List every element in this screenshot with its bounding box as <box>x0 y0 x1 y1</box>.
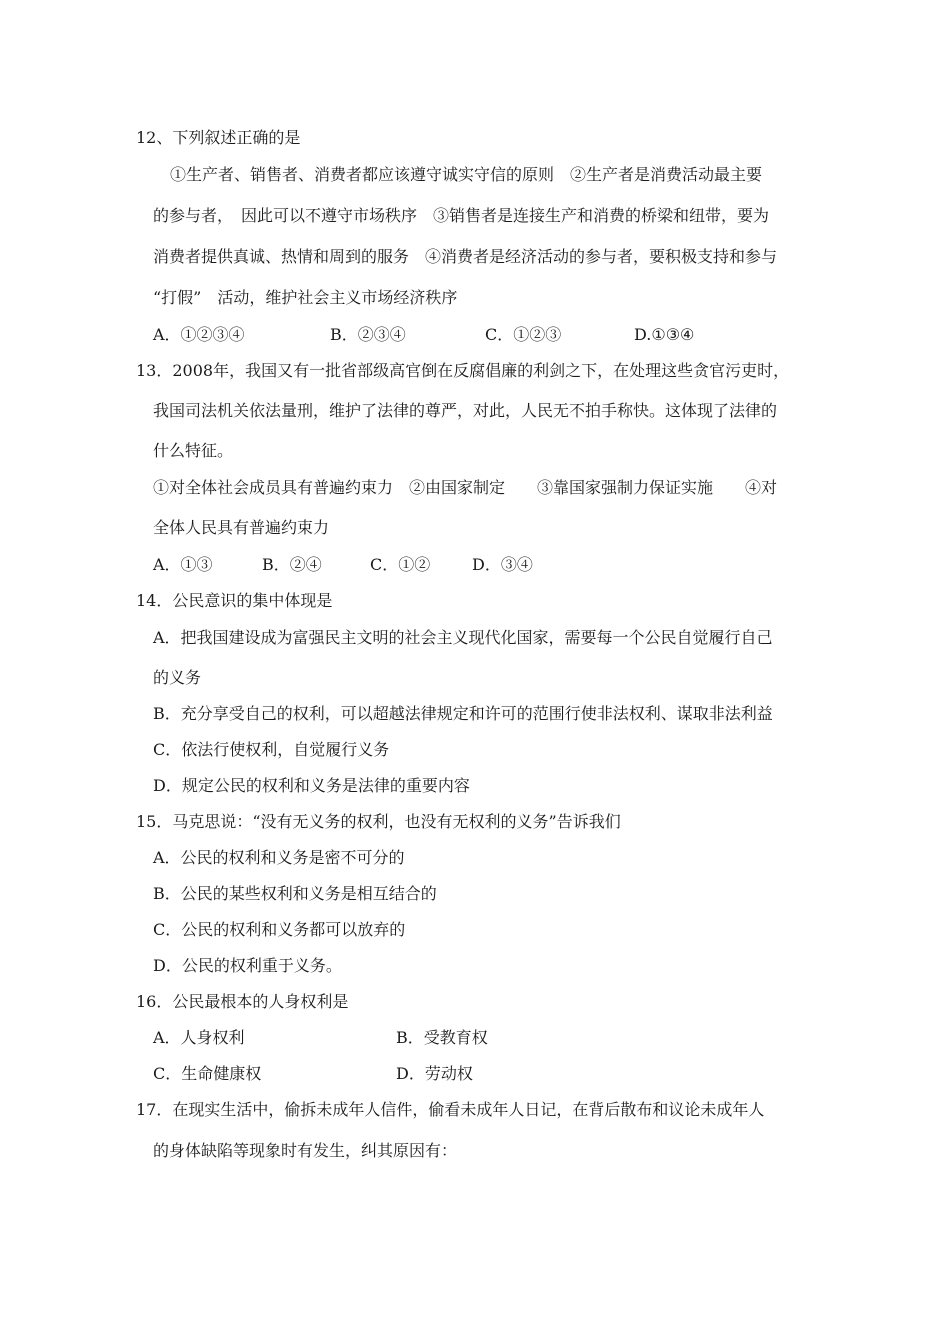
q14-option-a-line-1: A．把我国建设成为富强民主文明的社会主义现代化国家，需要每一个公民自觉履行自己 <box>153 628 773 647</box>
q14-option-c: C．依法行使权利，自觉履行义务 <box>153 740 390 759</box>
q12-option-c: C．①②③ <box>485 325 562 344</box>
q13-option-a: A．①③ <box>153 555 213 574</box>
q12-option-a: A．①②③④ <box>153 325 245 344</box>
q15-stem: 15．马克思说：“没有无义务的权利，也没有无权利的义务”告诉我们 <box>136 812 621 831</box>
q14-stem: 14．公民意识的集中体现是 <box>136 591 333 610</box>
q14-option-a-line-2: 的义务 <box>153 668 202 687</box>
q13-body-line-2: 全体人民具有普遍约束力 <box>153 518 330 537</box>
q12-body-line-1: ①生产者、销售者、消费者都应该遵守诚实守信的原则 ②生产者是消费活动最主要 <box>170 165 763 184</box>
q17-stem-line-1: 17．在现实生活中，偷拆未成年人信件，偷看未成年人日记，在背后散布和议论未成年人 <box>136 1100 765 1119</box>
q16-stem: 16．公民最根本的人身权利是 <box>136 992 349 1011</box>
q13-option-b: B．②④ <box>262 555 322 574</box>
q12-body-line-4: “打假” 活动，维护社会主义市场经济秩序 <box>153 288 458 307</box>
q15-option-d: D．公民的权利重于义务。 <box>153 956 342 975</box>
q13-stem-line-2: 我国司法机关依法量刑，维护了法律的尊严，对此，人民无不拍手称快。这体现了法律的 <box>153 401 778 420</box>
q16-option-d: D．劳动权 <box>396 1064 473 1083</box>
q15-option-c: C．公民的权利和义务都可以放弃的 <box>153 920 406 939</box>
q12-body-line-3: 消费者提供真诚、热情和周到的服务 ④消费者是经济活动的参与者，要积极支持和参与 <box>153 247 778 266</box>
q13-stem-line-3: 什么特征。 <box>153 441 234 460</box>
q16-option-a: A．人身权利 <box>153 1028 245 1047</box>
q15-option-b: B．公民的某些权利和义务是相互结合的 <box>153 884 437 903</box>
q13-option-d: D．③④ <box>472 555 533 574</box>
q17-stem-line-2: 的身体缺陷等现象时有发生，纠其原因有： <box>153 1141 458 1160</box>
q16-option-c: C．生命健康权 <box>153 1064 262 1083</box>
q12-stem: 12、下列叙述正确的是 <box>136 128 301 147</box>
q14-option-d: D．规定公民的权利和义务是法律的重要内容 <box>153 776 470 795</box>
q16-option-b: B．受教育权 <box>396 1028 488 1047</box>
q13-option-c: C．①② <box>370 555 431 574</box>
q14-option-b: B．充分享受自己的权利，可以超越法律规定和许可的范围行使非法权利、谋取非法利益 <box>153 704 773 723</box>
q13-body-line-1: ①对全体社会成员具有普遍约束力 ②由国家制定 ③靠国家强制力保证实施 ④对 <box>153 478 778 497</box>
q12-option-d: D.①③④ <box>634 325 695 344</box>
q13-stem-line-1: 13．2008年，我国又有一批省部级高官倒在反腐倡廉的利剑之下，在处理这些贪官污吏时， <box>136 361 790 380</box>
q15-option-a: A．公民的权利和义务是密不可分的 <box>153 848 405 867</box>
q12-option-b: B．②③④ <box>330 325 406 344</box>
q12-body-line-2: 的参与者， 因此可以不遵守市场秩序 ③销售者是连接生产和消费的桥梁和纽带，要为 <box>153 206 770 225</box>
